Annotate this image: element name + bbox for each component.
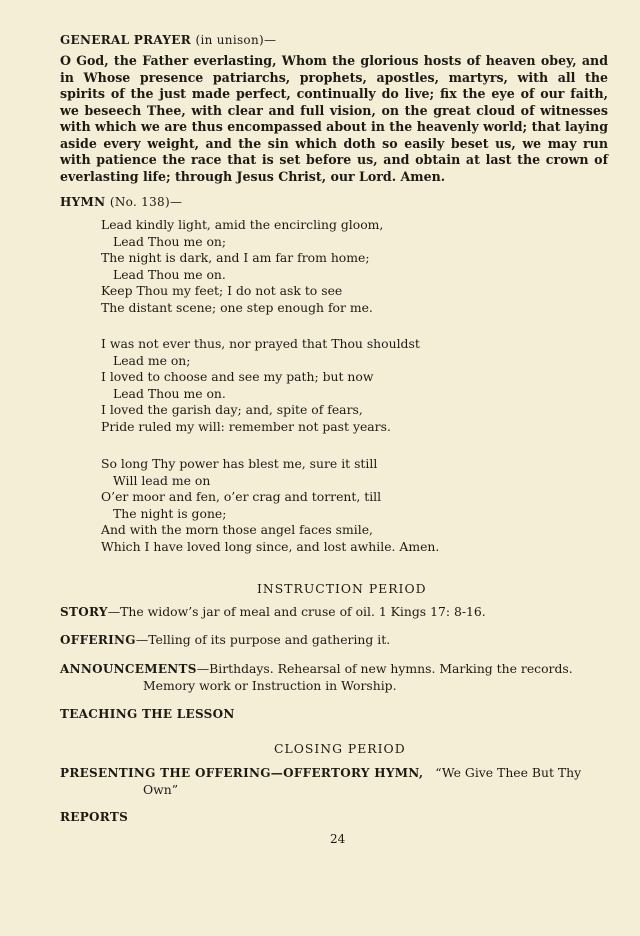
hymn-line: I loved the garish day; and, spite of fears, [101,402,363,417]
hymn-stanza-1 [101,217,383,316]
hymn-line: The night is dark, and I am far from home; [101,250,370,265]
offering-label: OFFERING [60,633,136,647]
hymn-line: So long Thy power has blest me, sure it still [101,456,378,471]
hymn-line: Lead Thou me on. [113,385,226,401]
announcements-entry [60,661,573,676]
hymn-line: I was not ever thus, nor prayed that Thou shouldst [101,336,420,351]
prayer-heading-note: (in unison)— [195,33,277,47]
hymn-line: Keep Thou my feet; I do not ask to see [101,283,343,298]
closing-period-title: CLOSING PERIOD [274,741,406,756]
hymn-line: Lead Thou me on. [113,266,226,282]
story-text: —The widow’s jar of meal and cruse of oil. 1 Kings 17: 8-16. [107,604,486,619]
announcements-label: ANNOUNCEMENTS [60,662,197,676]
reports-heading: REPORTS [60,810,129,824]
hymn-heading-text: HYMN [60,195,106,209]
offering-entry [60,632,390,647]
hymn-line: The night is gone; [113,505,227,521]
announcements-text: —Birthdays. Rehearsal of new hymns. Marking the records. [196,661,573,676]
hymn-line: I loved to choose and see my path; but now [101,369,374,384]
hymn-line: Pride ruled my will: remember not past years. [101,418,391,434]
presenting-offering-entry [60,765,581,780]
prayer-heading [60,33,276,47]
hymn-line: The distant scene; one step enough for me. [101,299,373,315]
hymn-line: And with the morn those angel faces smile, [101,522,373,537]
prayer-heading-text: GENERAL PRAYER [60,33,192,47]
hymn-line: O’er moor and fen, o’er crag and torrent, till [101,489,382,504]
announcements-text-continued: Memory work or Instruction in Worship. [143,678,397,693]
hymn-line: Will lead me on [113,472,211,488]
offertory-hymn-title-continued: Own” [143,782,179,797]
story-label: STORY [60,605,108,619]
hymn-stanza-3 [101,456,439,555]
hymn-line: Lead kindly light, amid the encircling gloom, [101,217,384,232]
prayer-text: O God, the Father everlasting, Whom the glorious hosts of heaven obey, and in Whose presence patriarchs, prophets, apostles, martyrs, with all the spirits of the just made perfect, continually do live; fix the eye of our faith, we beseech Thee, with clear and full vision, on the great cloud of witnesses with which we are thus encompassed about in the heavenly world; that laying aside every weight, and the sin which doth so easily beset us, we may run with patience the race that is set before us, and obtain at last the crown of everlasting life; through Jesus Christ, our Lord. Amen. [60,53,608,184]
page-number: 24 [330,832,346,846]
instruction-period-title: INSTRUCTION PERIOD [257,581,427,596]
teaching-the-lesson: TEACHING THE LESSON [60,707,235,721]
hymn-line: Which I have loved long since, and lost awhile. Amen. [101,538,440,554]
offering-text: —Telling of its purpose and gathering it. [135,632,391,647]
hymn-heading-note: (No. 138)— [109,195,183,209]
hymn-line: Lead me on; [113,352,191,368]
hymn-stanza-2 [101,336,420,435]
hymn-line: Lead Thou me on; [113,233,227,249]
presenting-offering-label: PRESENTING THE OFFERING—OFFERTORY HYMN, [60,766,424,780]
story-entry [60,604,486,619]
offertory-hymn-title: “We Give Thee But Thy [435,765,582,780]
hymn-heading [60,195,182,209]
